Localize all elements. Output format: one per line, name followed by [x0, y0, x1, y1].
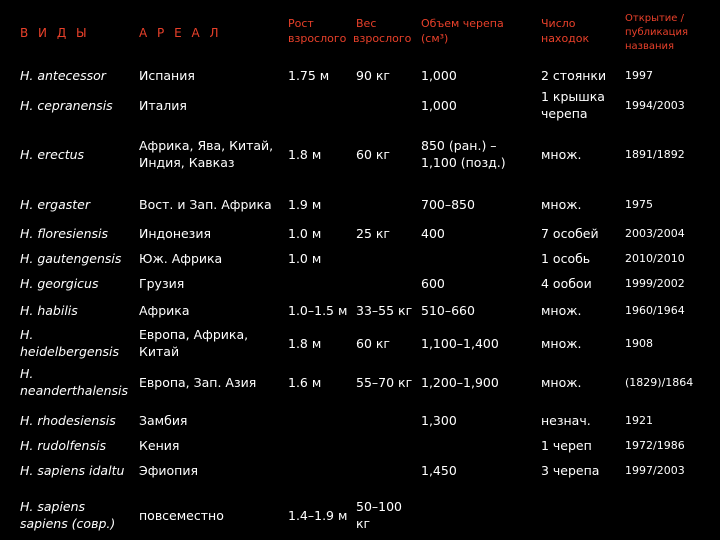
cell-skull: 400 [421, 225, 445, 241]
cell-weight: 90 кг [356, 67, 390, 83]
cell-finds: множ. [541, 196, 582, 212]
cell-year: 1891/1892 [625, 147, 685, 161]
cell-area: Юж. Африка [139, 250, 223, 266]
cell-finds: 4 ообои [541, 275, 592, 291]
cell-skull: 1,200–1,900 [421, 374, 499, 390]
cell-area: Испания [139, 67, 195, 83]
cell-height: 1.4–1.9 м [288, 507, 348, 523]
cell-skull: 1,000 [421, 67, 457, 83]
cell-finds: 1 особь [541, 250, 591, 266]
cell-finds: 1 череп [541, 437, 592, 453]
cell-species: H. floresiensis [20, 225, 108, 241]
cell-area: Вост. и Зап. Африка [139, 196, 272, 212]
cell-year: 1997/2003 [625, 463, 685, 477]
cell-finds: множ. [541, 374, 582, 390]
header-height-line1: Рост [288, 17, 314, 30]
header-height [288, 16, 346, 46]
cell-year: 1960/1964 [625, 303, 685, 317]
cell-weight: 25 кг [356, 225, 390, 241]
cell-species: H. rudolfensis [20, 437, 106, 453]
cell-skull: 510–660 [421, 302, 475, 318]
cell-year: 1994/2003 [625, 98, 685, 112]
cell-height: 1.9 м [288, 196, 322, 212]
cell-height: 1.8 м [288, 335, 322, 351]
cell-height: 1.6 м [288, 374, 322, 390]
cell-area: Эфиопия [139, 462, 199, 478]
cell-species: H. gautengensis [20, 250, 122, 266]
header-height-line2: взрослого [288, 32, 347, 45]
cell-year: 1921 [625, 413, 653, 427]
cell-year: 1972/1986 [625, 438, 685, 452]
header-finds-line2: находок [541, 32, 590, 45]
cell-height: 1.75 м [288, 67, 330, 83]
cell-area: Африка, Ява, Китай, Индия, Кавказ [139, 138, 274, 170]
cell-finds: 2 стоянки [541, 67, 607, 83]
cell-area: Индонезия [139, 225, 211, 241]
cell-skull: 1,000 [421, 97, 457, 113]
header-finds [541, 16, 589, 46]
header-weight [353, 16, 412, 46]
cell-height: 1.0 м [288, 225, 322, 241]
cell-species: H. rhodesiensis [20, 412, 116, 428]
header-skull-line1: Объем черепа [421, 17, 504, 30]
cell-area: Европа, Африка, Китай [139, 327, 249, 359]
cell-skull: 1,450 [421, 462, 457, 478]
cell-finds: множ. [541, 146, 582, 162]
cell-weight: 50–100 кг [356, 499, 403, 531]
cell-finds: множ. [541, 302, 582, 318]
cell-finds: 1 крышка черепа [541, 89, 605, 121]
cell-skull: 1,300 [421, 412, 457, 428]
cell-species: H. georgicus [20, 275, 99, 291]
cell-area: повсеместно [139, 507, 224, 523]
header-finds-line1: Число [541, 17, 576, 30]
cell-species: H. habilis [20, 302, 78, 318]
cell-height: 1.0–1.5 м [288, 302, 348, 318]
cell-skull: 600 [421, 275, 445, 291]
cell-species: H. erectus [20, 146, 85, 162]
header-weight-line1: Вес [356, 17, 377, 30]
cell-height: 1.0 м [288, 250, 322, 266]
cell-finds: 3 черепа [541, 462, 600, 478]
cell-skull: 850 (ран.) – 1,100 (позд.) [421, 138, 506, 170]
cell-area: Европа, Зап. Азия [139, 374, 257, 390]
cell-weight: 60 кг [356, 146, 390, 162]
cell-year: 1997 [625, 68, 653, 82]
cell-species: H. antecessor [20, 67, 106, 83]
cell-year: 2010/2010 [625, 251, 685, 265]
cell-weight: 60 кг [356, 335, 390, 351]
header-area: А Р Е А Л [139, 26, 222, 40]
cell-area: Грузия [139, 275, 185, 291]
cell-area: Италия [139, 97, 187, 113]
cell-area: Кения [139, 437, 180, 453]
cell-year: 1975 [625, 197, 653, 211]
cell-species: H. sapiens sapiens (совр.) [20, 499, 116, 531]
header-discovery [625, 12, 688, 54]
header-species: В И Д Ы [20, 26, 90, 40]
cell-skull: 700–850 [421, 196, 475, 212]
cell-finds: множ. [541, 335, 582, 351]
header-discovery-line3: названия [625, 41, 675, 52]
cell-species: H. neanderthalensis [20, 366, 129, 398]
header-skull-line2: (см³) [421, 32, 449, 45]
cell-species: H. heidelbergensis [20, 327, 119, 359]
header-weight-line2: взрослого [353, 32, 412, 45]
cell-species: H. cepranensis [20, 97, 113, 113]
cell-area: Африка [139, 302, 190, 318]
cell-finds: незнач. [541, 412, 591, 428]
cell-finds: 7 особей [541, 225, 599, 241]
cell-year: (1829)/1864 [625, 375, 694, 389]
cell-height: 1.8 м [288, 146, 322, 162]
cell-year: 2003/2004 [625, 226, 685, 240]
cell-species: H. sapiens idaltu [20, 462, 125, 478]
header-skull-volume [421, 16, 504, 46]
cell-weight: 33–55 кг [356, 302, 413, 318]
cell-year: 1999/2002 [625, 276, 685, 290]
cell-year: 1908 [625, 336, 653, 350]
header-discovery-line2: публикация [625, 27, 689, 38]
cell-weight: 55–70 кг [356, 374, 413, 390]
cell-species: H. ergaster [20, 196, 91, 212]
header-discovery-line1: Открытие / [625, 13, 685, 24]
cell-area: Замбия [139, 412, 188, 428]
cell-skull: 1,100–1,400 [421, 335, 499, 351]
